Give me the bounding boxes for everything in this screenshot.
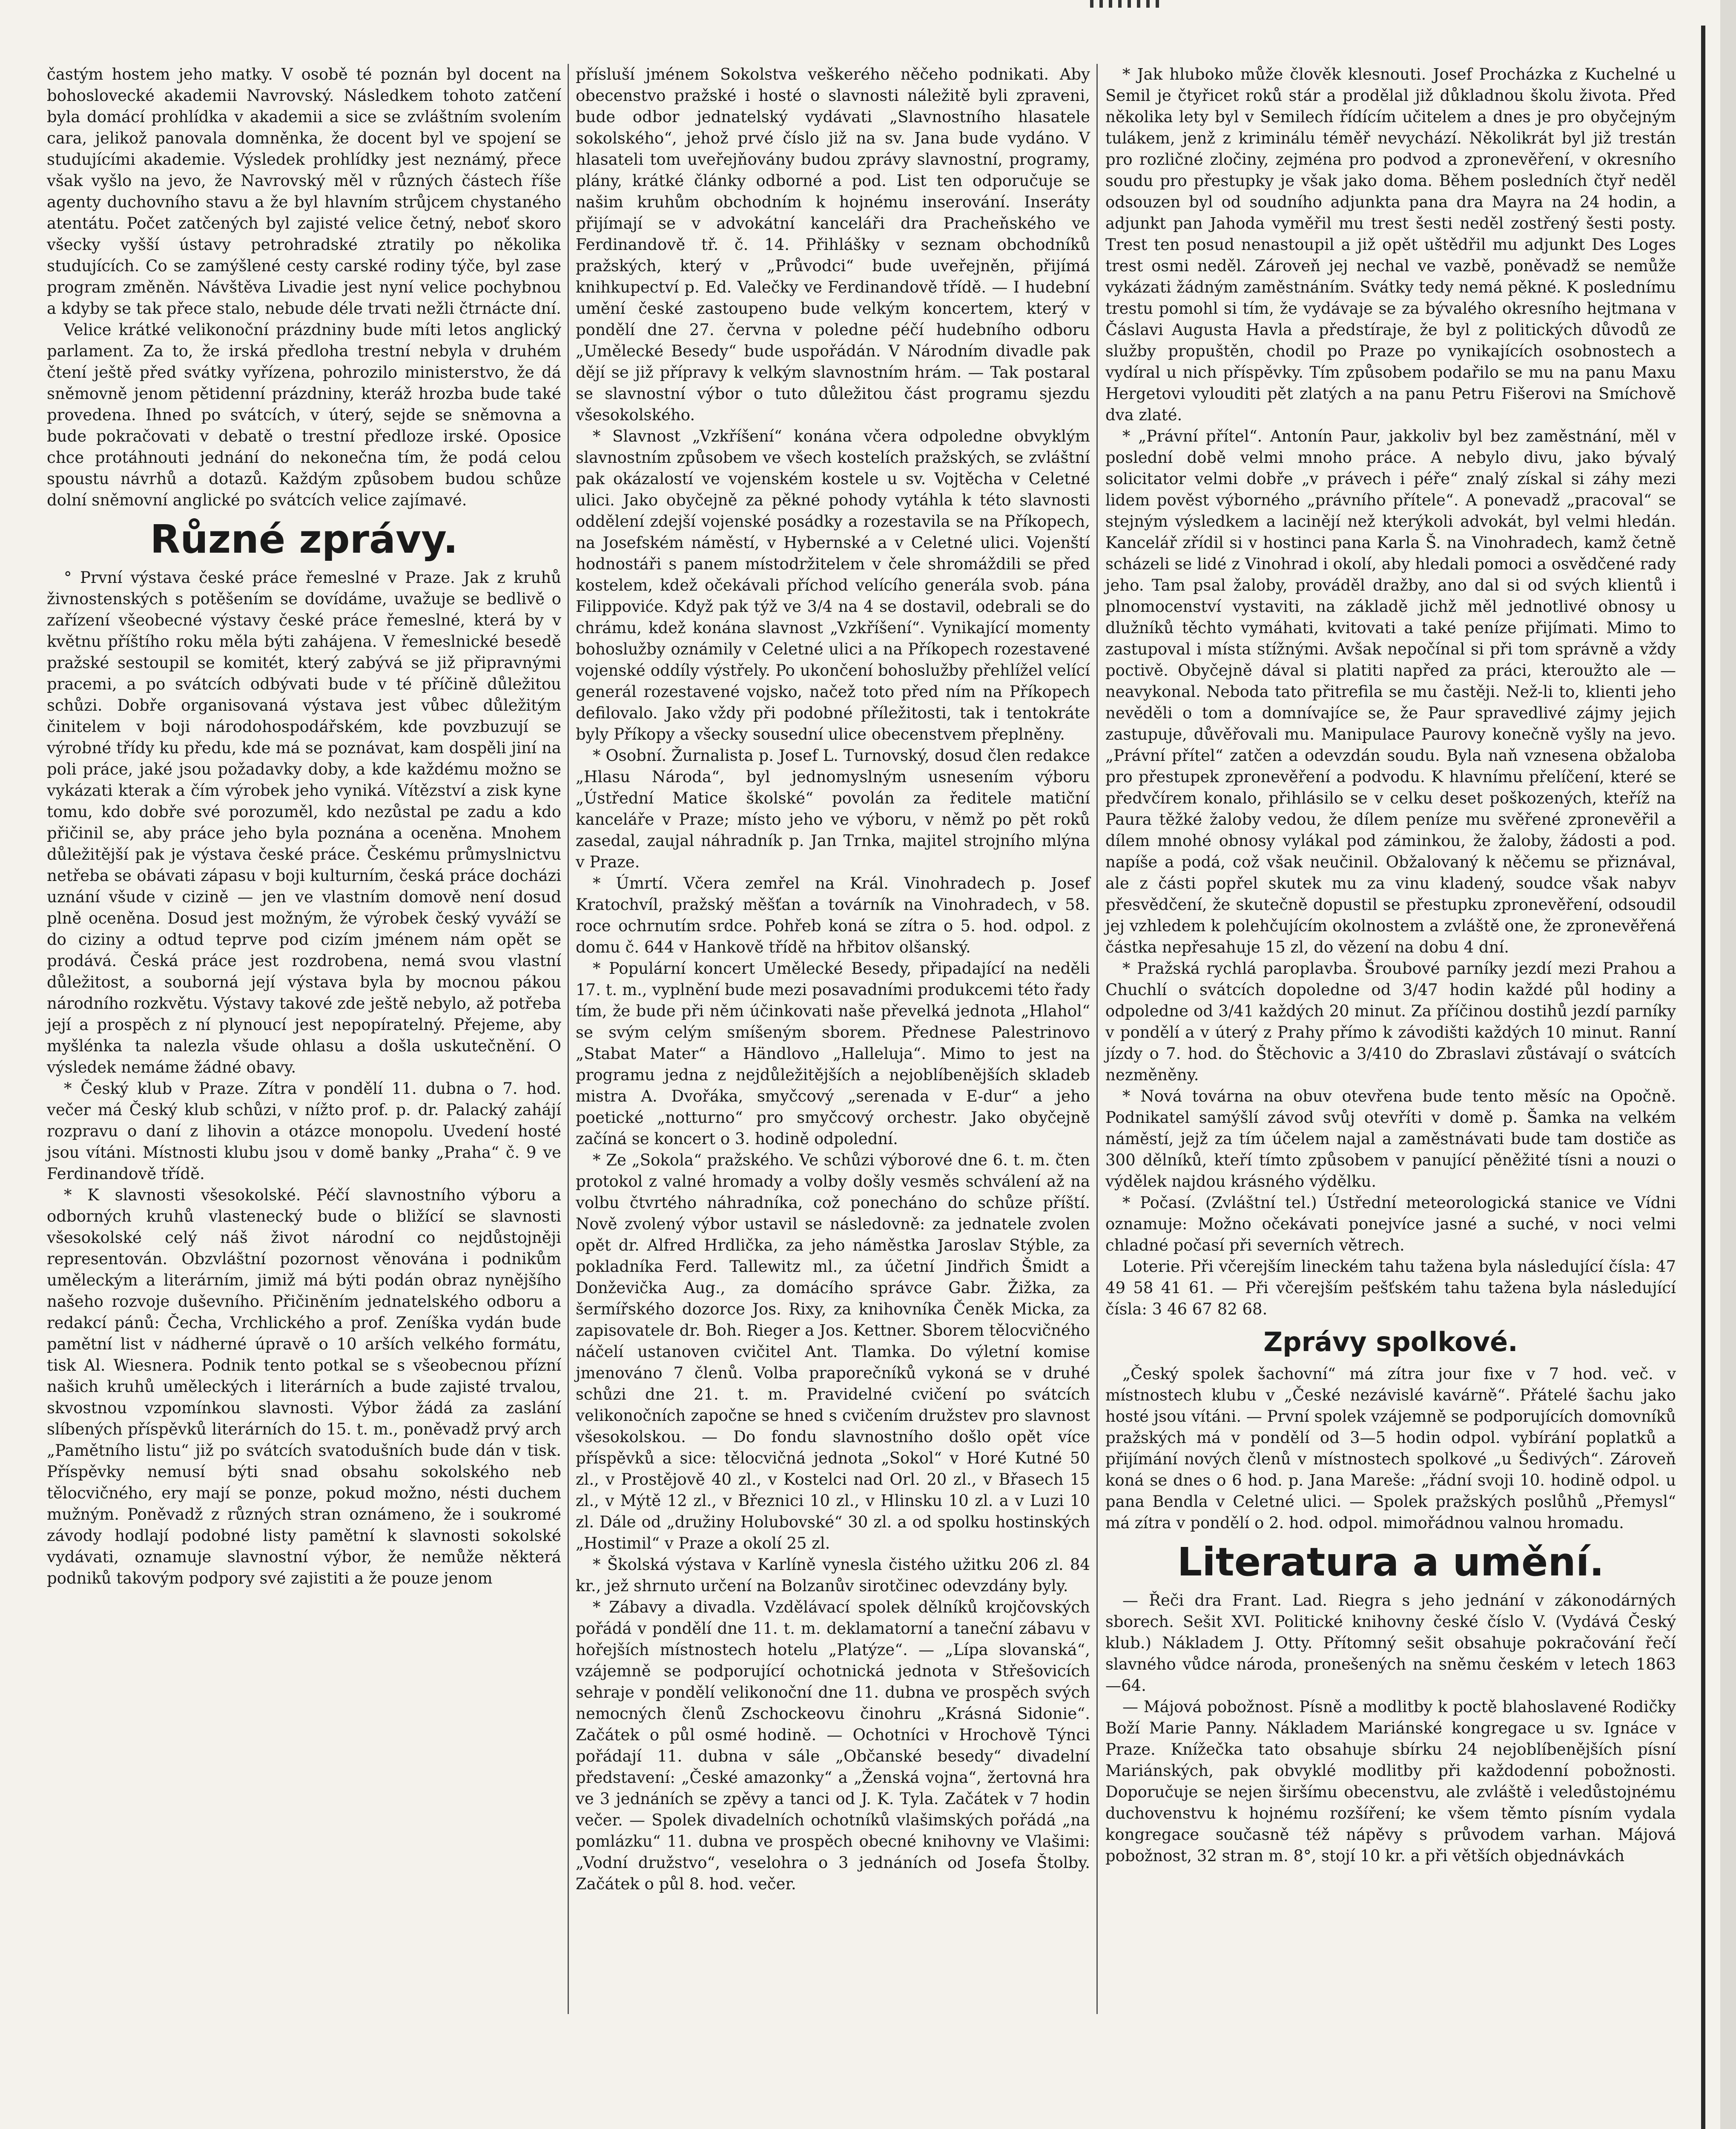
page-border-rule bbox=[1701, 26, 1705, 2129]
column-middle bbox=[576, 64, 1090, 1895]
article-osobni: * Osobní. Žurnalista p. Josef L. Turnovský, dosud člen redakce „Hlasu Národa“, byl jednomyslným usnesením výboru „Ústřední Matice školské“ povolán za ředitele matiční kanceláře v Praze; místo jeho ve výboru, v němž po pět roků zasedal, zaujal náhradník p. Jan Trnka, majitel strojního mlýna v Praze. bbox=[576, 746, 1090, 871]
article-pocasi: * Počasí. (Zvláštní tel.) Ústřední meteorologická stanice ve Vídni oznamuje: Možno očekávati ponejvíce jasné a suché, v noci velmi chladné počasí při severních větrech. bbox=[1105, 1194, 1676, 1254]
article-skolska-vystava: * Školská výstava v Karlíně vynesla čistého užitku 206 zl. 84 kr., jež shrnuto určení na Bolzanův sirotčinec odevzdány byly. bbox=[576, 1555, 1090, 1595]
column-left bbox=[47, 64, 561, 1589]
article-vystava: ° První výstava české práce řemeslné v Praze. Jak z kruhů živnostenských s potěšením se dovídáme, uvažuje se bedlivě o zařízení všeobecné výstavy české práce řemeslné, která by v květnu příštího roku měla býti zahájena. V řemeslnické besedě pražské sestoupil se komitét, který zabývá se již připravnými pracemi, a po svátcích odbývati bude v té příčině důležitou schůzi. Dobře organisovaná výstava jest vůbec důležitým činitelem v boji národohospodářském, kde povzbuzují se výrobné třídy ku předu, kde má se poznávat, kam dospěli jiní na poli práce, jaké jsou požadavky doby, a kde každému možno se vykázati kterak a čím výrobek jeho vyniká. Vítězství a zisk kyne tomu, kdo dobře své porozuměl, kdo nezůstal pe zadu a kdo přičinil se, aby práce jeho byla poznána a oceněna. Mnohem důležitější pak je výstava české práce. Českému průmyslnictvu netřeba se obávati zápasu v boji kulturním, česká práce docházi uznání všude v cizině — jen ve vlastním domově není dosud plně oceněna. Dosud jest možným, že výrobek český vyváží se do ciziny a odtud teprve pod cizím jménem nám opět se prodává. Česká práce jest rozdrobena, nemá svou vlastní důležitost, a souborná její výstava byla by mocnou pákou národního rozkvětu. Výstavy takové zde ještě nebylo, až potřeba její a prospěch z ní plynoucí jest nepopíratelný. Přejeme, aby myšlénka ta nalezla všude ohlasu a došla uskutečnění. O výsledek nemáme žádné obavy. bbox=[47, 568, 561, 1076]
section-heading-ruzne-zpravy: Různé zprávy. bbox=[150, 516, 458, 562]
article-majova-poboznost: — Májová pobožnost. Písně a modlitby k poctě blahoslavené Rodičky Boží Marie Panny. Nákladem Mariánské kongregace u sv. Ignáce v Praze. Knížečka tato obsahuje sbírku 24 nejoblíbenějších písní Mariánských, pak obvyklé modlitby při každodenní pobožnosti. Doporučuje se nejen širšímu obecenstvu, ale zvláště i veledůstojnému duchovenstvu k hojnému rozšíření; ke všem těmto písním vydala kongregace současně též nápěvy s průvodem varhan. Májová pobožnost, 32 stran m. 8°, stojí 10 kr. a při větších objednávkách bbox=[1105, 1698, 1676, 1865]
article-loterie: Loterie. Při včerejším lineckém tahu tažena byla následující čísla: 47 49 58 41 61. — Při včerejším pešťském tahu tažena byla následující čísla: 3 46 67 82 68. bbox=[1105, 1257, 1676, 1318]
article-vzkriseni: * Slavnost „Vzkříšení“ konána včera odpoledne obvyklým slavnostním způsobem ve všech kostelích pražských, se zvláštní pak okázalostí ve vojenském kostele u sv. Vojtěcha v Celetné ulici. Jako obyčejně za pěkné pohody vytáhla k této slavnosti oddělení zdejší vojenské posádky a rozestavila se na Příkopech, na Josefském náměstí, v Hybernské a v Celetné ulici. Vojenští hodnostáři s panem místodržitelem v čele shromáždili se před kostelem, kdež očekávali příchod velícího generála svob. pána Filippoviće. Když pak týž ve 3/4 na 4 se dostavil, odebrali se do chrámu, kdež konána slavnost „Vzkříšení“. Vynikající momenty bohoslužby oznámily v Celetné ulici a na Příkopech rozestavené vojenské oddíly výstřely. Po ukončení bohoslužby přehlížel velící generál rozestavené vojsko, načež toto před ním na Příkopech defilovalo. Jako vždy při podobné příležitosti, tak i tentokráte byly Příkopy a všecky sousední ulice obecenstvem přeplněny. bbox=[576, 427, 1090, 743]
column-right bbox=[1105, 64, 1676, 1867]
article-zabavy: * Zábavy a divadla. Vzdělávací spolek dělníků krojčovských pořádá v pondělí dne 11. t. m. deklamatorní a taneční zábavu v hořejších místnostech hotelu „Platýze“. — „Lípa slovanská“, vzájemně se podporující ochotnická jednota v Střešovicích sehraje v pondělí velikonoční dne 11. dubna ve prospěch svých nemocných členů Zschockeovu činohru „Krásná Sidonie“. Začátek o půl osmé hodině. — Ochotníci v Hrochově Týnci pořádají 11. dubna v sále „Občanské besedy“ divadelní představení: „České amazonky“ a „Ženská vojna“, žertovná hra ve 3 jednáních se zpěvy a tanci od J. K. Tyla. Začátek v 7 hodin večer. — Spolek divadelních ochotníků vlašimských pořádá „na pomlázku“ 11. dubna ve prospěch obecné knihovny ve Vlašimi: „Vodní družstvo“, veselohra o 3 jednáních od Josefa Štolby. Začátek o půl 8. hod. večer. bbox=[576, 1598, 1090, 1893]
section-heading-literatura: Literatura a umění. bbox=[1177, 1539, 1604, 1585]
column-divider bbox=[1096, 64, 1098, 2014]
article-sokol-prazsky: * Ze „Sokola“ pražského. Ve schůzi výborové dne 6. t. m. čten protokol z valné hromady a volby došly vesměs schválení až na volbu čtvrtého náhradníka, což ponecháno do schůze příští. Nově zvolený výbor ustavil se následovně: za jednatele zvolen opět dr. Alfred Hrdlička, za jeho náměstka Jaroslav Stýble, za pokladníka Ferd. Tallewitz ml., za účetní Jindřich Šmidt a Donževička Aug., za domácího správce Gabr. Žižka, za šermířského dozorce Jos. Rixy, za knihovníka Čeněk Micka, za zapisovatele dr. Boh. Rieger a Jos. Kettner. Sborem tělocvičného náčelí ustanoven cvičitel Ant. Tlamka. Do výletní komise jmenováno 7 členů. Volba praporečníků vykoná se v druhé schůzi dne 21. t. m. Pravidelné cvičení po svátcích velikonočních započne se hned s cvičením družstev pro slavnost všesokolskou. — Do fondu slavnostního došlo opět více příspěvků a sice: tělocvičná jednota „Sokol“ v Horé Kutné 50 zl., v Prostějově 40 zl., v Kostelci nad Orl. 20 zl., v Břasech 15 zl., v Mýtě 12 zl., v Březnici 10 zl., v Hlinsku 10 zl. a v Luzi 10 zl. Dále od „družiny Holubovské“ 30 zl. a od spolku hostinských „Hostimil“ v Praze a okolí 25 zl. bbox=[576, 1151, 1090, 1552]
article-slavnost-vsesokolska: * K slavnosti všesokolské. Péčí slavnostního výboru a odborných kruhů vlastenecký bude o bližící se slavnosti všesokolské celý náš život národní co nejdůstojněji representován. Obzvláštní pozornost věnována i podnikům uměleckým a literárním, jimiž má býti podán obraz nynějšího našeho rozvoje duševního. Přičiněním jednatelského odboru a redakcí pánů: Čecha, Vrchlického a prof. Zeníška vydán bude pamětní list v nádherné úpravě o 10 arších velkého formátu, tisk Al. Wiesnera. Podnik tento potkal se s všeobecnou přízní našich kruhů uměleckých i literárních a bude zajisté trvalou, skvostnou vzpomínkou slavnosti. Výbor žádá za zaslání slíbených příspěvků literárních do 15. t. m., poněvadž prvý arch „Pamětního listu“ již po svátcích svatodušních bude dán v tisk. Příspěvky nemusí býti snad obsahu sokolského neb tělocvičného, ery mají se ponze, pokud možno, nésti duchem mužným. Poněvadž z různých stran oznámeno, že i soukromé závody hodlají podobné listy pamětní k slavnosti sokolské vydávati, oznamuje slavnostní výbor, že nemůže některá podniků takovým podpory své zajistiti a že pouze jenom bbox=[47, 1186, 561, 1587]
print-mark bbox=[1090, 0, 1201, 9]
article-pravni-pritel: * „Právní přítel“. Antonín Paur, jakkoliv byl bez zaměstnání, měl v poslední době velmi mnoho práce. A nebylo divu, jako bývalý solicitator velmi dobře „v právech i péře“ znalý získal si záhy mezi lidem pověst výborného „právního přítele“. A ponevadž „pracoval“ se stejným výsledkem a lacinějí než kterýkoli advokát, byl velmi hledán. Kancelář zřídil si v hostinci pana Karla Š. na Vinohradech, kamž četně scházeli se lidé z Vinohrad i okolí, aby hledali pomoci a osvědčené rady jeho. Tam psal žaloby, prováděl dražby, ano dal si od svých klientů i plnomocenství vystaviti, na základě jichž měl jednotlivé obnosy u dlužníků těchto vymáhati, kvitovati a také peníze přijímati. Mimo to zastupoval i místa stížnými. Avšak nepočínal si při tom správně a vždy poctivě. Obyčejně dával si platiti napřed za práci, kteroužto ale — neavykonal. Neboda tato přitrefila se mu častěji. Než-li to, klienti jeho nevěděli o tom a domnívajíce se, že Paur spravedlivé zájmy jejich zastupuje, důvěřovali mu. Manipulace Paurovy konečně vyšly na jevo. „Právní přítel“ zatčen a odevzdán soudu. Byla naň vznesena obžaloba pro přestupek zpronevěření a podvodu. K hlavnímu přelíčení, které se předvčírem konalo, přihlásilo se v celku deset poškozených, kteříž na Paura těžké žaloby vedou, že dílem peníze mu svěřené zpronevěřil a dílem mnohé obnosy vylákal pod záminkou, že žaloby, žádosti a pod. napíše a podá, což však neučinil. Obžalovaný k něčemu se přiznával, ale z části popřel skutek mu za vinu kladený, soudce však nabyv přesvědčení, že skutečně dopustil se přestupku zpronevěření, odsoudil jej vzhledem k polehčujícím okolnostem a zvláště one, že zpronevěřená částka nepřesahuje 15 zl, do vězení na dobu 4 dní. bbox=[1105, 427, 1676, 956]
article-reci-riegra: — Řeči dra Frant. Lad. Riegra s jeho jednání v zákonodárných sborech. Sešit XVI. Politické knihovny české číslo V. (Vydává Český klub.) Nákladem J. Otty. Přítomný sešit obsahuje pokračování řečí slavného vůdce národa, pronešených na sněmu českém v letech 1863—64. bbox=[1105, 1591, 1676, 1695]
article-parliament: Velice krátké velikonoční prázdniny bude míti letos anglický parlament. Za to, že irská předloha trestní nebyla v druhém čtení ještě před svátky vyřízena, pohrozilo ministerstvo, že dá sněmovně jenom pětidenní prázdniny, kteráž hrozba bude také provedena. Ihned po svátcích, v úterý, sejde se sněmovna a bude pokračovati v debatě o trestní předloze irské. Oposice chce protáhnouti jednání do nekonečna tím, že podá celou spoustu návrhů a dotazů. Každým způsobem budou schůze dolní sněmovní anglické po svátcích velice zajímavé. bbox=[47, 321, 561, 509]
article-paroplavba: * Pražská rychlá paroplavba. Šroubové parníky jezdí mezi Prahou a Chuchlí o svátcích dopoledne od 3/47 hodin každé půl hodiny a odpoledne od 3/41 každých 20 minut. Za příčinou dostihů jezdí parníky v pondělí a v úterý z Prahy přímo k závodišti každých 10 minut. Ranní jízdy o 7. hod. do Štěchovic a 3/410 do Zbraslavi zůstávají o svátcích nezměněny. bbox=[1105, 959, 1676, 1084]
article-koncert: * Populární koncert Umělecké Besedy, připadající na neděli 17. t. m., vyplnění bude mezi posavadními produkcemi této řady tím, že bude při něm účinkovati naše převelká jednota „Hlahol“ se svým celým smíšeným sborem. Přednese Palestrinovo „Stabat Mater“ a Händlovo „Halleluja“. Mimo to jest na programu jedna z nejdůležitějších a nejoblíbenějších skladeb mistra A. Dvořáka, smyčcový „serenada v E-dur“ a jeho poetické „notturno“ pro smyčcový orchestr. Jako obyčejně začíná se koncert o 3. hodině odpolední. bbox=[576, 959, 1090, 1148]
article-continuation: častým hostem jeho matky. V osobě té poznán byl docent na bohoslovecké akademii Navrovský. Následkem tohoto zatčení byla domácí prohlídka v akademii a sice se zvláštním svolením cara, jelikož panovala domněnka, že docent byl ve spojení se studujícími akademie. Výsledek prohlídky jest neznámý, přece však vyšlo na jevo, že Navrovský měl v různých částech říše agenty duchovního stavu a že byl hlavním strůjcem chystaného atentátu. Počet zatčených byl zajisté velice četný, neboť skoro všecky vyšší ústavy petrohradské ztratily po několika studujících. Co se zamýšlené cesty carské rodiny týče, byl zase program změněn. Návštěva Livadie jest nyní velice pochybnou a kdyby se tak přece stalo, nebude déle trvati nežli čtrnácte dní. bbox=[47, 65, 561, 318]
article-umrti: * Úmrtí. Včera zemřel na Král. Vinohradech p. Josef Kratochvíl, pražský měšťan a továrník na Vinohradech, v 58. roce ochrnutím srdce. Pohřeb koná se zítra o 5. hod. odpol. z domu č. 644 v Hankově třídě na hřbitov olšanský. bbox=[576, 874, 1090, 956]
section-heading-zpravy-spolkove: Zprávy spolkové. bbox=[1263, 1326, 1518, 1357]
page-edge bbox=[1720, 0, 1736, 2129]
article-cesky-klub: * Český klub v Praze. Zítra v pondělí 11. dubna o 7. hod. večer má Český klub schůzi, v nížto prof. p. dr. Palacký zahájí rozpravu o daní z lihovin a otázce monopolu. Uvedení hosté jsou vítáni. Místnosti klubu jsou v domě banky „Praha“ č. 9 ve Ferdinandově třídě. bbox=[47, 1079, 561, 1183]
article-jak-hluboko: * Jak hluboko může člověk klesnouti. Josef Procházka z Kuchelné u Semil je čtyřicet roků stár a prodělal již důkladnou školu života. Před několika lety byl v Semilech řídícím učitelem a dnes je pro obyčejným tulákem, jenž z kriminálu téměř nevychází. Několikrát byl již trestán pro rozličné zločiny, zejména pro podvod a zpronevěření, v okresního soudu pro přestupky je však jako doma. Během posledních čtyř neděl odsouzen byl od soudního adjunkta pana dra Mayra na 24 hodin, a adjunkt pan Jahoda vyměřil mu trest šesti neděl zostřený šesti posty. Trest ten posud nenastoupil a již opět uštědřil mu adjunkt Des Loges trest osmi neděl. Zároveň jej nechal ve vazbě, poněvadž se nemůže vykázati žádným zaměstnáním. Svátky tedy nemá pěkné. K poslednímu trestu pomohl si tím, že vydávaje se za bývalého okresního hejtmana v Čáslavi Augusta Havla a předstíraje, že byl z politických důvodů ze služby propuštěn, chodil po Praze po vynikajících osobnostech a vydíral u nich příspěvky. Tím způsobem podařilo se mu na panu Maxu Hergetovi vylouditi pět zlatých a na panu Petru Fišerovi na Smíchově dva zlaté. bbox=[1105, 65, 1676, 424]
article-sokol-continuation: přísluší jménem Sokolstva veškerého něčeho podnikati. Aby obecenstvo pražské i hosté o slavnosti náležitě byli zpraveni, bude odbor jednatelský vydávati „Slavnostního hlasatele sokolského“, jehož prvé číslo již na sv. Jana bude vydáno. V hlasateli tom uveřejňovány budou zprávy slavnostní, programy, plány, krátké články odborné a pod. List ten odporučuje se našim kruhům obchodním k hojnému inserování. Inseráty přijímají se v advokátní kanceláři dra Pracheňského ve Ferdinandově tř. č. 14. Přihlášky v seznam obchodníků pražských, který v „Průvodci“ bude uveřejněn, přijímá knihkupectví p. Ed. Valečky ve Ferdinandově třídě. — I hudební umění české zastoupeno bude velkým koncertem, který v pondělí dne 27. června v poledne péčí hudebního odboru „Umělecké Besedy“ bude uspořádán. V Národním divadle pak dějí se již přípravy k velkým slavnostním hrám. — Tak postaral se slavnostní výbor o tuto důležitou část programu sjezdu všesokolského. bbox=[576, 65, 1090, 424]
article-spolky: „Český spolek šachovní“ má zítra jour fixe v 7 hod. več. v místnostech klubu v „České nezávislé kavárně“. Přátelé šachu jako hosté jsou vítáni. — První spolek vzájemně se podporujících domovníků pražských má v pondělí od 3—5 hodin odpol. vybírání poplatků a přijímání nových členů v místnostech spolkové „u Šedivých“. Zároveň koná se dnes o 6 hod. p. Jana Mareše: „řádní svoji 10. hodině odpol. u pana Bendla v Celetné ulici. — Spolek pražských poslůhů „Přemysl“ má zítra v pondělí o 2. hod. odpol. mimořádnou valnou hromadu. bbox=[1105, 1365, 1676, 1532]
column-divider bbox=[568, 64, 569, 2014]
article-tovarna: * Nová továrna na obuv otevřena bude tento měsíc na Opočně. Podnikatel samýšlí závod svůj otevříti v domě p. Šamka na velkém náměstí, jejž za tím účelem najal a zaměstnávati bude tam dostiče as 300 dělníků, kteří tímto způsobem v panující pěněžité tísni a nouzi o výdělek najdou krásného výdělku. bbox=[1105, 1087, 1676, 1191]
